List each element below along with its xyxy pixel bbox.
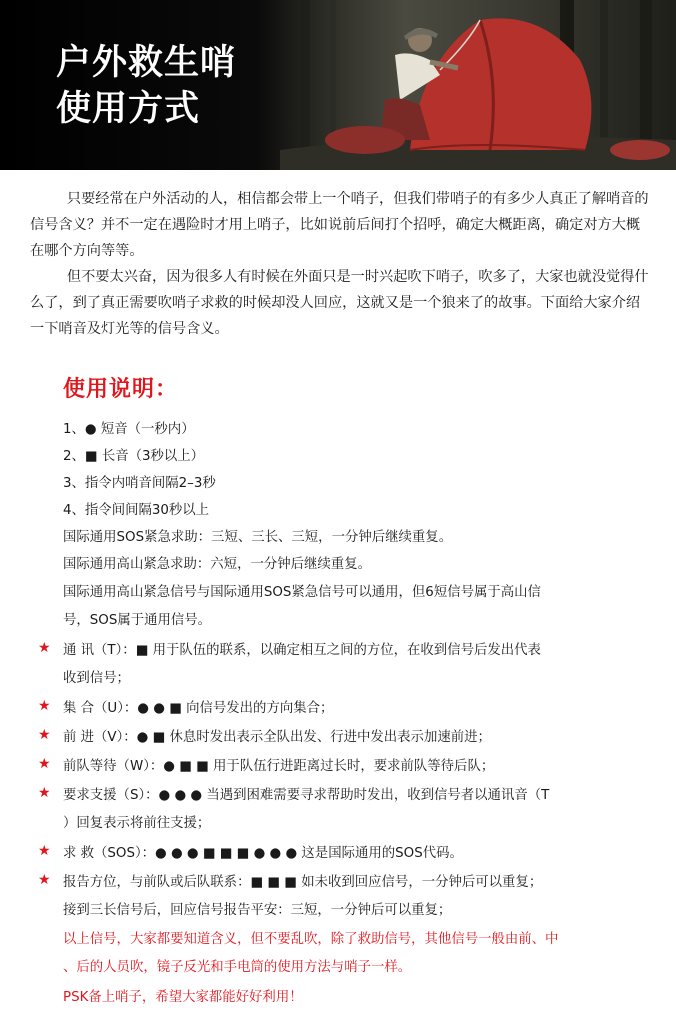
star-icon: ★ (38, 698, 51, 714)
star-icon: ★ (38, 785, 51, 801)
list-item: 国际通用SOS紧急求助：三短、三长、三短，一分钟后继续重复。 (63, 530, 453, 545)
list-item: 3、指令内哨音间隔2–3秒 (63, 476, 216, 491)
list-item: 号，SOS属于通用信号。 (63, 613, 212, 628)
intro-paragraph-1: 只要经常在户外活动的人，相信都会带上一个哨子，但我们带哨子的有多少人真正了解哨音的信号含义？并不一定在遇险时才用上哨子，比如说前后间打个招呼，确定大概距离，确定对方大概在哪个方向等等。 (30, 191, 649, 259)
closing-text: PSK备上哨子，希望大家都能好好利用！ (63, 990, 303, 1005)
header-banner (0, 0, 676, 170)
title-line-2: 使用方式 (56, 89, 201, 129)
intro-paragraph-2: 但不要太兴奋，因为很多人有时候在外面只是一时兴起吹下哨子，吹多了，大家也就没觉得什么了，到了真正需要吹哨子求救的时候却没人回应，这就又是一个狼来了的故事。下面给大家介绍一下哨音及灯光等的信号含义。 (30, 269, 649, 337)
signal-item-report: 报告方位，与前队或后队联系：■ ■ ■ 如未收到回应信号，一分钟后可以重复； (63, 875, 543, 890)
section-heading: 使用说明： (63, 377, 179, 402)
star-icon: ★ (38, 756, 51, 772)
list-item: 2、■ 长音（3秒以上） (63, 449, 205, 464)
list-item: 1、● 短音（一秒内） (63, 422, 195, 437)
signal-item-s: 要求支援（S）：● ● ● 当遇到困难需要寻求帮助时发出，收到信号者以通讯音（T (63, 788, 550, 803)
list-item: ）回复表示将前往支援； (63, 816, 211, 831)
intro-text (30, 186, 650, 342)
list-item: 国际通用高山紧急信号与国际通用SOS紧急信号可以通用，但6短信号属于高山信 (63, 585, 541, 600)
star-icon: ★ (38, 727, 51, 743)
list-item: 接到三长信号后，回应信号报告平安：三短，一分钟后可以重复； (63, 903, 452, 918)
warning-text: 以上信号，大家都要知道含义，但不要乱吹，除了救助信号，其他信号一般由前、中 (63, 932, 559, 947)
signal-item-u: 集 合（U）：● ● ■ 向信号发出的方向集合； (63, 701, 334, 716)
list-item: 国际通用高山紧急求助：六短，一分钟后继续重复。 (63, 557, 371, 572)
title-line-1: 户外救生哨 (56, 43, 237, 83)
list-item: 4、指令间间隔30秒以上 (63, 503, 210, 518)
star-icon: ★ (38, 843, 51, 859)
list-item: 收到信号； (63, 671, 130, 686)
signal-item-w: 前队等待（W）：● ■ ■ 用于队伍行进距离过长时，要求前队等待后队； (63, 759, 495, 774)
star-icon: ★ (38, 872, 51, 888)
warning-text: 、后的人员吹，镜子反光和手电筒的使用方法与哨子一样。 (63, 960, 412, 975)
signal-item-t: 通 讯（T）：■ 用于队伍的联系，以确定相互之间的方位，在收到信号后发出代表 (63, 643, 541, 658)
signal-item-v: 前 进（V）：● ■ 休息时发出表示全队出发、行进中发出表示加速前进； (63, 730, 491, 745)
page-title (56, 40, 236, 132)
star-icon: ★ (38, 640, 51, 656)
signal-item-sos: 求 救（SOS）：● ● ● ■ ■ ■ ● ● ● 这是国际通用的SOS代码。 (63, 846, 463, 861)
